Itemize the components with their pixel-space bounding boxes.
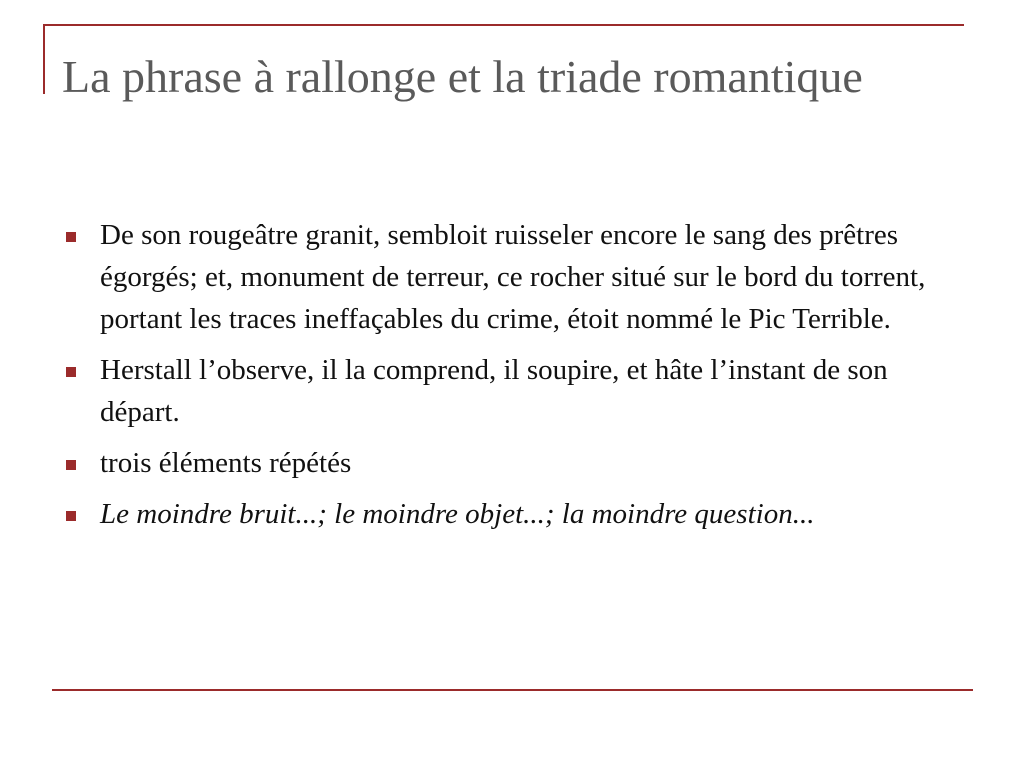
bullet-item-3 [62, 442, 942, 484]
square-bullet-icon [66, 460, 76, 470]
bullet-text: Le moindre bruit...; le moindre objet...; la moindre question... [100, 498, 815, 530]
square-bullet-icon [66, 232, 76, 242]
bullet-text: De son rougeâtre granit, sembloit ruisseler encore le sang des prêtres égorgés; et, monument de terreur, ce rocher situé sur le bord du torrent, portant les traces ineffaçables du crime, étoit nommé le Pic Terrible. [100, 219, 926, 335]
bullet-text: Herstall l’observe, il la comprend, il soupire, et hâte l’instant de son départ. [100, 354, 888, 428]
bullet-item-4 [62, 493, 942, 535]
bullet-text: trois éléments répétés [100, 447, 352, 479]
bullet-list [62, 214, 942, 544]
frame-top-rule [43, 24, 964, 26]
square-bullet-icon [66, 511, 76, 521]
bullet-item-1 [62, 214, 942, 340]
square-bullet-icon [66, 367, 76, 377]
frame-bottom-rule [52, 689, 973, 691]
bullet-item-2 [62, 349, 942, 433]
frame-left-rule [43, 24, 45, 94]
slide-title: La phrase à rallonge et la triade romantique [62, 51, 863, 102]
